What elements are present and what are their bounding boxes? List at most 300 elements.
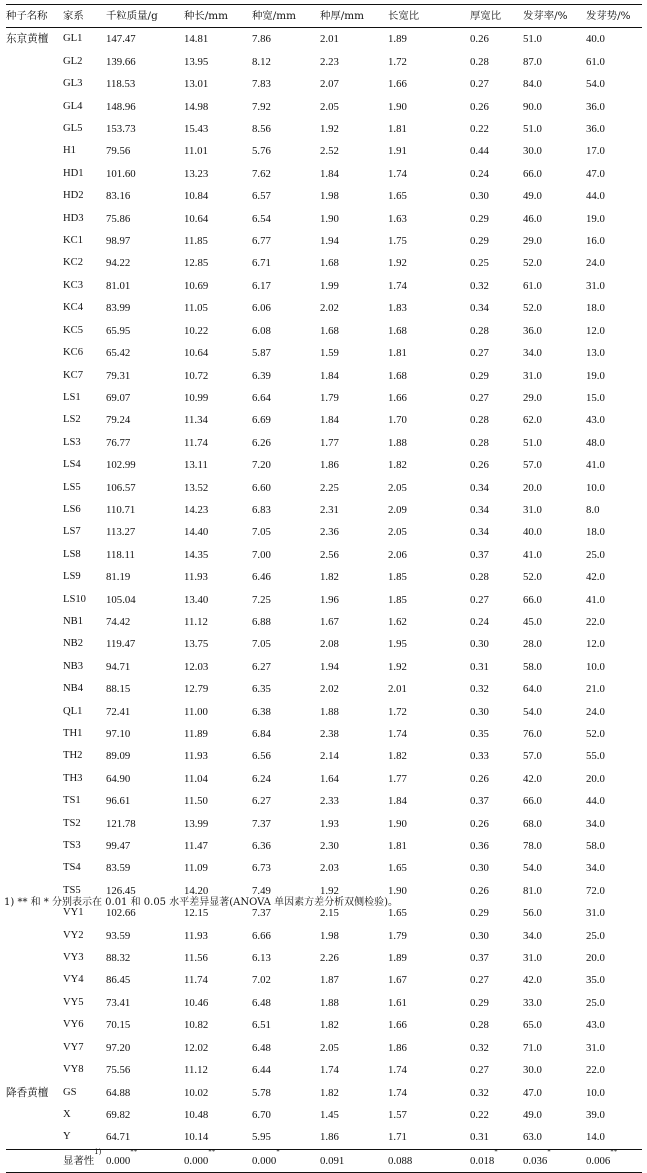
value-cell: 12.03 [184, 660, 209, 673]
species-cell [6, 140, 63, 162]
value-cell: 10.84 [184, 190, 209, 203]
value-cell: 0.28 [470, 571, 489, 584]
value-cell: 0.27 [470, 974, 489, 987]
value-cell: 20.0 [586, 772, 605, 785]
species-cell [6, 678, 63, 700]
value-cell: 6.48 [252, 1041, 271, 1054]
family-cell: LS6 [63, 503, 81, 515]
value-cell: 31.0 [523, 369, 542, 382]
p-value: 0.000 [252, 1154, 277, 1167]
value-cell: 18.0 [586, 302, 605, 315]
value-cell: 1.74 [388, 1086, 407, 1099]
value-cell: 1.81 [388, 347, 407, 360]
value-cell: 1.90 [388, 817, 407, 830]
value-cell: 0.34 [470, 302, 489, 315]
value-cell: 96.61 [106, 795, 131, 808]
value-cell: 1.74 [320, 1064, 339, 1077]
value-cell: 36.0 [586, 123, 605, 136]
value-cell: 106.57 [106, 481, 136, 494]
value-cell: 48.0 [586, 436, 605, 449]
header-row [6, 5, 642, 28]
column-header: 长宽比 [388, 5, 470, 28]
value-cell: 29.0 [523, 391, 542, 404]
value-cell: 51.0 [523, 123, 542, 136]
value-cell: 52.0 [586, 728, 605, 740]
value-cell: 47.0 [586, 167, 605, 180]
table-row [6, 745, 642, 767]
family-cell: GL3 [63, 78, 83, 90]
value-cell: 12.0 [586, 638, 605, 651]
value-cell: 0.30 [470, 929, 489, 942]
species-cell [6, 499, 63, 521]
value-cell: 88.15 [106, 683, 131, 696]
family-cell: TS4 [63, 862, 81, 874]
value-cell: 0.29 [470, 907, 489, 920]
species-cell [6, 1037, 63, 1059]
value-cell: 101.60 [106, 167, 136, 180]
column-header: 种子名称 [6, 5, 63, 28]
value-cell: 1.90 [388, 884, 407, 897]
value-cell: 0.28 [470, 1019, 489, 1032]
family-cell: LS2 [63, 414, 81, 426]
column-header: 发芽率/% [523, 5, 586, 28]
value-cell: 72.0 [586, 884, 605, 897]
value-cell: 1.86 [320, 1131, 339, 1144]
table-row [6, 73, 642, 95]
value-cell: 7.25 [252, 593, 271, 606]
value-cell: 36.0 [586, 100, 605, 113]
value-cell: 1.70 [388, 414, 407, 427]
value-cell: 36.0 [523, 324, 542, 337]
value-cell: 13.99 [184, 817, 209, 830]
value-cell: 7.92 [252, 100, 271, 113]
value-cell: 6.64 [252, 391, 271, 404]
value-cell: 0.31 [470, 1131, 489, 1144]
value-cell: 17.0 [586, 145, 605, 158]
p-value: 0.000 [106, 1154, 131, 1167]
species-cell [6, 925, 63, 947]
value-cell: 33.0 [523, 996, 542, 1009]
value-cell: 7.37 [252, 907, 271, 920]
species-cell [6, 589, 63, 611]
value-cell: 13.01 [184, 78, 209, 91]
value-cell: 6.46 [252, 571, 271, 584]
value-cell: 43.0 [586, 1019, 605, 1032]
table-row [6, 96, 642, 118]
value-cell: 0.34 [470, 526, 489, 539]
value-cell: 66.0 [523, 593, 542, 606]
value-cell: 11.93 [184, 571, 208, 584]
table-row [6, 947, 642, 969]
value-cell: 49.0 [523, 1108, 542, 1121]
family-cell: GS [63, 1086, 77, 1098]
value-cell: 0.22 [470, 123, 489, 136]
value-cell: 25.0 [586, 548, 605, 561]
value-cell: 1.81 [388, 123, 407, 136]
value-cell: 0.24 [470, 615, 489, 628]
table-row [6, 230, 642, 252]
value-cell: 2.08 [320, 638, 339, 651]
value-cell: 1.82 [320, 1019, 339, 1032]
family-cell: TH2 [63, 750, 83, 762]
value-cell: 11.74 [184, 436, 208, 449]
species-cell: 降香黄檀 [6, 1086, 49, 1099]
value-cell: 54.0 [523, 705, 542, 718]
value-cell: 0.25 [470, 257, 489, 270]
value-cell: 14.23 [184, 503, 209, 516]
value-cell: 88.32 [106, 952, 131, 965]
value-cell: 126.45 [106, 884, 136, 897]
p-value-cell [106, 1149, 184, 1172]
value-cell: 62.0 [523, 414, 542, 427]
value-cell: 10.02 [184, 1086, 209, 1099]
column-header: 种长/mm [184, 5, 252, 28]
value-cell: 1.62 [388, 615, 407, 628]
value-cell: 65.0 [523, 1019, 542, 1032]
species-cell [6, 992, 63, 1014]
value-cell: 6.48 [252, 996, 271, 1009]
empty-cell [6, 1149, 63, 1172]
value-cell: 10.46 [184, 996, 209, 1009]
species-cell [6, 185, 63, 207]
value-cell: 40.0 [586, 33, 605, 46]
value-cell: 1.64 [320, 772, 339, 785]
value-cell: 11.56 [184, 952, 208, 965]
value-cell: 78.0 [523, 840, 542, 853]
value-cell: 2.06 [388, 548, 407, 561]
table-row [6, 678, 642, 700]
family-cell: LS9 [63, 571, 81, 583]
column-header: 种厚/mm [320, 5, 388, 28]
family-cell: LS7 [63, 526, 81, 538]
family-cell: KC5 [63, 324, 84, 336]
value-cell: 10.82 [184, 1019, 209, 1032]
value-cell: 69.07 [106, 391, 131, 404]
value-cell: 6.39 [252, 369, 271, 382]
value-cell: 0.44 [470, 145, 489, 158]
table-row [6, 835, 642, 857]
family-cell: VY4 [63, 974, 84, 986]
value-cell: 1.77 [320, 436, 339, 449]
value-cell: 1.65 [388, 907, 407, 920]
value-cell: 2.56 [320, 548, 339, 561]
value-cell: 1.65 [388, 190, 407, 203]
table-row [6, 1037, 642, 1059]
value-cell: 1.59 [320, 347, 339, 360]
column-header: 家系 [63, 5, 106, 28]
table-row [6, 813, 642, 835]
value-cell: 75.56 [106, 1064, 131, 1077]
species-cell [6, 633, 63, 655]
value-cell: 57.0 [523, 459, 542, 472]
value-cell: 13.23 [184, 167, 209, 180]
value-cell: 148.96 [106, 100, 136, 113]
species-cell [6, 252, 63, 274]
value-cell: 42.0 [586, 571, 605, 584]
value-cell: 28.0 [523, 638, 542, 651]
family-cell: GL4 [63, 100, 83, 112]
value-cell: 2.02 [320, 683, 339, 696]
value-cell: 1.84 [320, 369, 339, 382]
value-cell: 13.11 [184, 459, 208, 472]
value-cell: 14.81 [184, 33, 209, 46]
table-row [6, 320, 642, 342]
column-header: 厚宽比 [470, 5, 523, 28]
species-cell [6, 544, 63, 566]
value-cell: 1.67 [320, 615, 339, 628]
value-cell: 1.96 [320, 593, 339, 606]
table-row [6, 992, 642, 1014]
value-cell: 72.41 [106, 705, 131, 718]
significance-mark: ** [130, 1147, 138, 1156]
species-cell [6, 51, 63, 73]
value-cell: 34.0 [523, 347, 542, 360]
value-cell: 121.78 [106, 817, 136, 830]
value-cell: 34.0 [586, 862, 605, 875]
footnote-marker: 1) [94, 1147, 102, 1156]
species-cell [6, 768, 63, 790]
value-cell: 11.93 [184, 929, 208, 942]
value-cell: 2.01 [388, 683, 407, 696]
table-row [6, 969, 642, 991]
family-cell: HD1 [63, 167, 84, 179]
family-cell: TS3 [63, 840, 81, 852]
value-cell: 10.69 [184, 279, 209, 292]
value-cell: 5.87 [252, 347, 271, 360]
value-cell: 153.73 [106, 123, 136, 136]
value-cell: 7.00 [252, 548, 271, 561]
significance-mark: * [494, 1147, 498, 1156]
table-row [6, 387, 642, 409]
value-cell: 1.74 [388, 1064, 407, 1077]
value-cell: 0.32 [470, 279, 489, 292]
value-cell: 55.0 [586, 750, 605, 763]
value-cell: 1.92 [320, 123, 339, 136]
value-cell: 139.66 [106, 55, 136, 68]
value-cell: 0.24 [470, 167, 489, 180]
value-cell: 76.77 [106, 436, 131, 449]
value-cell: 1.72 [388, 55, 407, 68]
value-cell: 0.37 [470, 952, 489, 965]
table-row [6, 857, 642, 879]
family-cell: VY6 [63, 1019, 84, 1031]
species-cell [6, 365, 63, 387]
value-cell: 0.26 [470, 100, 489, 113]
seed-traits-table [6, 4, 642, 1173]
value-cell: 21.0 [586, 683, 605, 696]
species-cell [6, 208, 63, 230]
value-cell: 71.0 [523, 1041, 542, 1054]
value-cell: 1.82 [320, 571, 339, 584]
value-cell: 10.64 [184, 212, 209, 225]
value-cell: 1.79 [320, 391, 339, 404]
significance-label-text: 显著性 [63, 1154, 95, 1167]
value-cell: 1.68 [388, 369, 407, 382]
value-cell: 0.29 [470, 212, 489, 225]
value-cell: 79.31 [106, 369, 131, 382]
value-cell: 42.0 [523, 974, 542, 987]
value-cell: 1.74 [388, 728, 407, 740]
value-cell: 18.0 [586, 526, 605, 539]
value-cell: 11.34 [184, 414, 208, 427]
value-cell: 6.27 [252, 795, 271, 808]
table-row [6, 790, 642, 812]
value-cell: 7.49 [252, 884, 271, 897]
family-cell: KC2 [63, 257, 84, 269]
value-cell: 6.88 [252, 615, 271, 628]
value-cell: 0.29 [470, 369, 489, 382]
value-cell: 0.27 [470, 78, 489, 91]
value-cell: 1.94 [320, 235, 339, 248]
value-cell: 1.89 [388, 33, 407, 46]
species-cell [6, 947, 63, 969]
table-row [6, 275, 642, 297]
value-cell: 87.0 [523, 55, 542, 68]
value-cell: 13.75 [184, 638, 209, 651]
value-cell: 61.0 [523, 279, 542, 292]
value-cell: 5.78 [252, 1086, 271, 1099]
value-cell: 1.77 [388, 772, 407, 785]
family-cell: QL1 [63, 705, 83, 717]
value-cell: 1.90 [388, 100, 407, 113]
value-cell: 7.37 [252, 817, 271, 830]
p-value-cell [184, 1149, 252, 1172]
value-cell: 2.23 [320, 55, 339, 68]
table-row [6, 589, 642, 611]
p-value: 0.000 [184, 1154, 209, 1167]
table-row [6, 1104, 642, 1126]
table-row [6, 1082, 642, 1104]
value-cell: 35.0 [586, 974, 605, 987]
value-cell: 11.85 [184, 235, 208, 248]
value-cell: 41.0 [523, 548, 542, 561]
p-value: 0.018 [470, 1154, 495, 1167]
value-cell: 0.36 [470, 840, 489, 853]
value-cell: 20.0 [586, 952, 605, 965]
value-cell: 45.0 [523, 615, 542, 628]
value-cell: 51.0 [523, 33, 542, 46]
value-cell: 52.0 [523, 571, 542, 584]
value-cell: 0.33 [470, 750, 489, 763]
value-cell: 13.40 [184, 593, 209, 606]
family-cell: VY2 [63, 929, 84, 941]
value-cell: 1.98 [320, 190, 339, 203]
value-cell: 1.71 [388, 1131, 407, 1144]
species-cell [6, 1104, 63, 1126]
table-row [6, 409, 642, 431]
value-cell: 1.66 [388, 1019, 407, 1032]
family-cell: TH1 [63, 728, 83, 739]
value-cell: 75.86 [106, 212, 131, 225]
value-cell: 25.0 [586, 929, 605, 942]
species-cell [6, 387, 63, 409]
value-cell: 1.86 [320, 459, 339, 472]
value-cell: 2.15 [320, 907, 339, 920]
value-cell: 1.92 [388, 660, 407, 673]
value-cell: 24.0 [586, 705, 605, 718]
value-cell: 1.84 [388, 795, 407, 808]
significance-row [6, 1149, 642, 1172]
value-cell: 2.03 [320, 862, 339, 875]
value-cell: 52.0 [523, 257, 542, 270]
value-cell: 29.0 [523, 235, 542, 248]
value-cell: 6.38 [252, 705, 271, 718]
value-cell: 1.87 [320, 974, 339, 987]
species-cell [6, 230, 63, 252]
value-cell: 0.37 [470, 795, 489, 808]
value-cell: 8.56 [252, 123, 271, 136]
species-cell [6, 566, 63, 588]
family-cell: KC6 [63, 347, 84, 359]
value-cell: 22.0 [586, 1064, 605, 1077]
species-cell [6, 1126, 63, 1149]
value-cell: 44.0 [586, 190, 605, 203]
value-cell: 0.32 [470, 1086, 489, 1099]
value-cell: 2.36 [320, 526, 339, 539]
species-cell [6, 1059, 63, 1081]
species-cell [6, 118, 63, 140]
family-cell: GL5 [63, 123, 83, 135]
value-cell: 81.01 [106, 279, 131, 292]
value-cell: 31.0 [586, 279, 605, 292]
value-cell: 11.89 [184, 728, 208, 740]
table-row [6, 1126, 642, 1149]
family-cell: KC1 [63, 235, 84, 247]
value-cell: 7.86 [252, 33, 271, 46]
species-cell [6, 163, 63, 185]
value-cell: 1.98 [320, 929, 339, 942]
table-row [6, 342, 642, 364]
value-cell: 8.0 [586, 503, 600, 516]
value-cell: 0.30 [470, 862, 489, 875]
value-cell: 1.91 [388, 145, 407, 158]
family-cell: NB1 [63, 615, 84, 627]
species-cell [6, 1014, 63, 1036]
value-cell: 94.71 [106, 660, 131, 673]
table-row [6, 365, 642, 387]
value-cell: 6.69 [252, 414, 271, 427]
value-cell: 70.15 [106, 1019, 131, 1032]
value-cell: 6.56 [252, 750, 271, 763]
p-value-cell [320, 1149, 388, 1172]
value-cell: 74.42 [106, 615, 131, 628]
value-cell: 64.71 [106, 1131, 131, 1144]
value-cell: 6.08 [252, 324, 271, 337]
value-cell: 65.95 [106, 324, 131, 337]
table-row [6, 163, 642, 185]
table-row [6, 28, 642, 51]
value-cell: 13.0 [586, 347, 605, 360]
value-cell: 0.26 [470, 884, 489, 897]
value-cell: 39.0 [586, 1108, 605, 1121]
species-cell [6, 477, 63, 499]
value-cell: 1.85 [388, 571, 407, 584]
table-row [6, 118, 642, 140]
value-cell: 6.27 [252, 660, 271, 673]
value-cell: 73.41 [106, 996, 131, 1009]
family-cell: Y [63, 1131, 71, 1143]
family-cell: LS5 [63, 481, 81, 493]
value-cell: 7.83 [252, 78, 271, 91]
value-cell: 1.94 [320, 660, 339, 673]
value-cell: 2.05 [388, 481, 407, 494]
p-value-cell [470, 1149, 523, 1172]
value-cell: 6.36 [252, 840, 271, 853]
value-cell: 54.0 [523, 862, 542, 875]
value-cell: 113.27 [106, 526, 136, 539]
value-cell: 7.05 [252, 638, 271, 651]
family-cell: GL2 [63, 55, 83, 67]
